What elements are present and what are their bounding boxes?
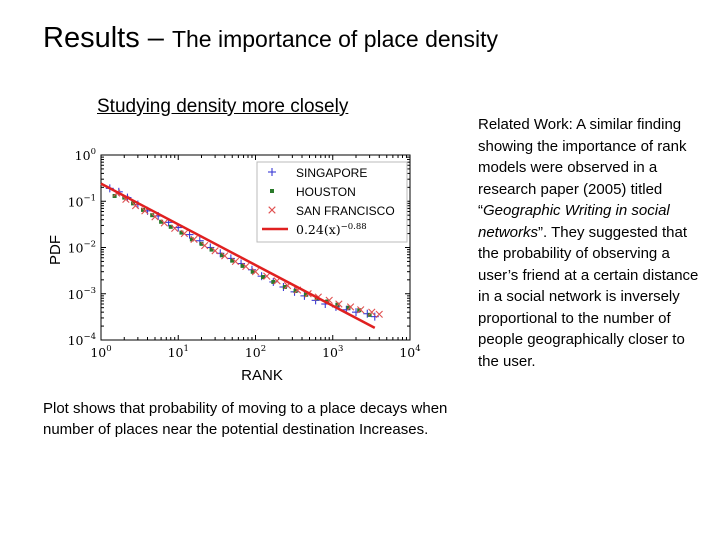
title-main: Results – — [43, 22, 172, 54]
x-tick-labels — [90, 344, 420, 360]
related-work-intro: Related Work: A similar finding showing the importance of rank models were observed in a research paper (2005) titled “ — [478, 116, 687, 219]
y-tick-label: $10^{-4}$ — [67, 332, 96, 348]
x-tick-label: $10^2$ — [244, 344, 267, 360]
y-axis-label: PDF — [47, 235, 64, 265]
y-tick-label: $10^{-2}$ — [67, 239, 96, 256]
related-work-paper-title: Geographic Writing in social networks — [478, 202, 670, 241]
title-sub: The importance of place density — [171, 26, 498, 52]
legend — [257, 162, 407, 242]
related-work-text — [478, 114, 700, 372]
point-san-francisco — [368, 309, 375, 316]
y-tick-label: $10^0$ — [74, 147, 96, 163]
x-tick-label: $10^4$ — [399, 344, 421, 360]
x-tick-label: $10^1$ — [167, 344, 189, 360]
legend-label-singapore: SINGAPORE — [296, 166, 368, 180]
x-tick-label: $10^0$ — [90, 344, 112, 360]
legend-label-fit: $0.24(x)^{-0.88}$ — [296, 222, 367, 237]
legend-marker-houston — [270, 189, 274, 193]
y-tick-label: $10^{-3}$ — [67, 285, 96, 302]
legend-label-houston: HOUSTON — [296, 185, 356, 199]
y-tick-label: $10^{-1}$ — [67, 193, 96, 210]
point-san-francisco — [376, 311, 383, 318]
legend-label-san-francisco: SAN FRANCISCO — [296, 204, 395, 218]
x-axis-label: RANK — [241, 367, 283, 384]
y-tick-labels — [68, 147, 96, 348]
chart-subheading: Studying density more closely — [97, 96, 349, 117]
x-tick-label: $10^3$ — [322, 344, 344, 360]
chart-caption: Plot shows that probability of moving to a place decays when number of places near the potential destination Increases. — [43, 400, 448, 438]
related-work-rest: ”. They suggested that the probability of observing a user’s friend at a certain distance in a social network is inversely proportional to the number of people geographically closer to the user. — [478, 223, 699, 370]
